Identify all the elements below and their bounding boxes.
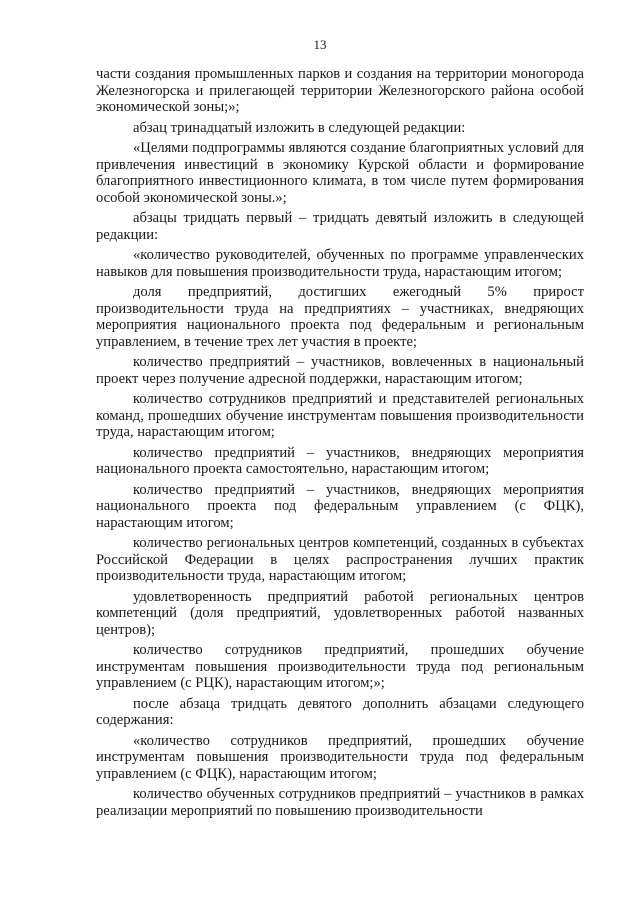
paragraph-indicator-regional-centers: количество региональных центров компетенций, созданных в субъектах Российской Федерации в целях распространения лучших практик производительности труда, нарастающим итогом;	[96, 535, 584, 584]
paragraph-continuation: части создания промышленных парков и создания на территории моногорода Железногорска и прилегающей территории Железногорского района особой экономической зоны;»;	[96, 66, 584, 115]
paragraph-addition-intro: после абзаца тридцать девятого дополнить абзацами следующего содержания:	[96, 695, 584, 728]
paragraph-indicator-targeted-support: количество предприятий – участников, вовлеченных в национальный проект через получение адресной поддержки, нарастающим итогом;	[96, 354, 584, 387]
paragraph-new-indicator-federal: «количество сотрудников предприятий, прошедших обучение инструментам повышения производительности труда под федеральным управлением (с ФЦК), нарастающим итогом;	[96, 732, 584, 782]
document-body	[96, 66, 584, 823]
paragraph-new-indicator-trained: количество обученных сотрудников предприятий – участников в рамках реализации мероприятий по повышению производительности	[96, 786, 584, 819]
paragraph-indicator-growth-share: доля предприятий, достигших ежегодный 5% прирост производительности труда на предприятиях – участниках, внедряющих мероприятия национального проекта под федеральным и региональным управлением, в течение трех лет участия в проекте;	[96, 284, 584, 350]
paragraph-indicator-independent: количество предприятий – участников, внедряющих мероприятия национального проекта самостоятельно, нарастающим итогом;	[96, 444, 584, 477]
paragraph-amendment-13-text: «Целями подпрограммы являются создание благоприятных условий для привлечения инвестиций в экономику Курской области и формирование благоприятного инвестиционного климата, в том числе путем формирования особой экономической зоны.»;	[96, 140, 584, 206]
paragraph-indicator-federal-fck: количество предприятий – участников, внедряющих мероприятия национального проекта под федеральным управлением (с ФЦК), нарастающим итогом;	[96, 481, 584, 531]
paragraph-amendment-31-39-intro: абзацы тридцать первый – тридцать девятый изложить в следующей редакции:	[96, 210, 584, 243]
paragraph-indicator-regional-rck: количество сотрудников предприятий, прошедших обучение инструментам повышения производительности труда под региональным управлением (с РЦК), нарастающим итогом;»;	[96, 642, 584, 691]
paragraph-amendment-13-intro: абзац тринадцатый изложить в следующей редакции:	[133, 119, 466, 136]
paragraph-indicator-trained-staff: количество сотрудников предприятий и представителей региональных команд, прошедших обучение инструментам повышения производительности труда, нарастающим итогом;	[96, 391, 584, 440]
paragraph-indicator-managers: «количество руководителей, обученных по программе управленческих навыков для повышения производительности труда, нарастающим итогом;	[96, 247, 584, 280]
paragraph-indicator-satisfaction: удовлетворенность предприятий работой региональных центров компетенций (доля предприятий, удовлетворенных работой названных центров);	[96, 588, 584, 638]
page-number: 13	[313, 37, 327, 52]
